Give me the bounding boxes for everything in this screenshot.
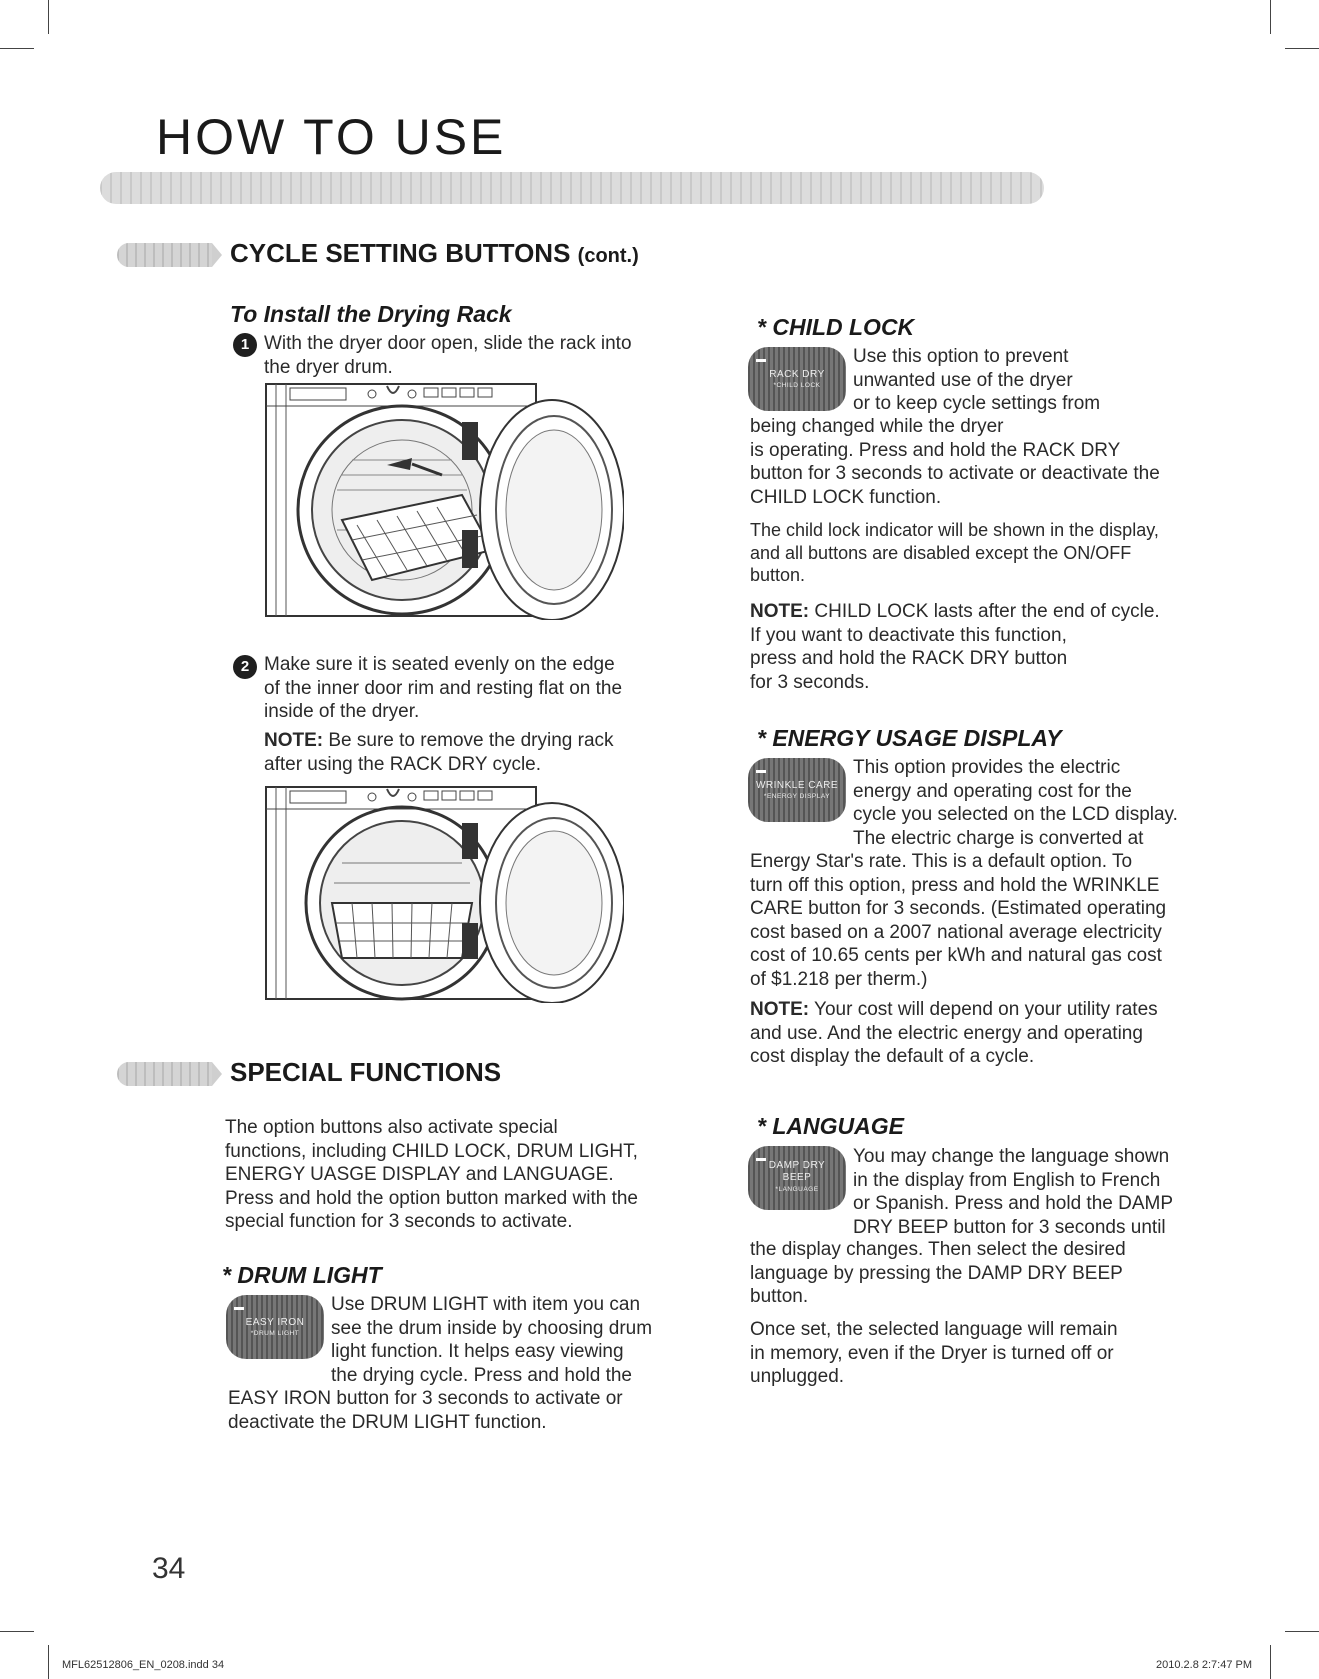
- step-2-badge: 2: [233, 655, 257, 679]
- energy-text-full: Energy Star's rate. This is a default option. To turn off this option, press and hold the WRINKLE CARE button for 3 seconds. (Estimated operating cost based on a 2007 national average electricity cost of 10.65 cents per kWh and natural gas cost of $1.218 per therm.): [750, 851, 1167, 990]
- crop-mark: [0, 48, 34, 49]
- drum-light-text-full: EASY IRON button for 3 seconds to activate or deactivate the DRUM LIGHT function.: [228, 1388, 623, 1433]
- page-title: HOW TO USE: [156, 109, 507, 165]
- crop-mark: [0, 1631, 34, 1632]
- energy-text-short: This option provides the electric energy and operating cost for the cycle you selected on the LCD display. The electric charge is converted at: [853, 757, 1178, 849]
- crop-mark: [48, 1645, 49, 1679]
- crop-mark: [1270, 1645, 1271, 1679]
- easy-iron-button-icon: EASY IRON *DRUM LIGHT: [226, 1295, 324, 1359]
- section-title-special: SPECIAL FUNCTIONS: [230, 1057, 502, 1087]
- child-lock-title: * CHILD LOCK: [757, 314, 915, 340]
- step-1-text: With the dryer door open, slide the rack into the dryer drum.: [264, 333, 632, 378]
- child-lock-note: NOTE: CHILD LOCK lasts after the end of cycle. If you want to deactivate this function, press and hold the RACK DRY button for 3 seconds.: [750, 601, 1160, 693]
- footer-timestamp: 2010.2.8 2:7:47 PM: [1156, 1659, 1253, 1671]
- section-marker: [117, 243, 212, 267]
- language-text-short: You may change the language shown in the display from English to French or Spanish. Press and hold the DAMP DRY BEEP button for 3 seconds until: [853, 1146, 1174, 1238]
- rack-dry-button-icon: RACK DRY *CHILD LOCK: [748, 347, 846, 411]
- crop-mark: [1285, 48, 1319, 49]
- energy-usage-title: * ENERGY USAGE DISPLAY: [757, 725, 1062, 751]
- crop-mark: [48, 0, 49, 34]
- energy-note: NOTE: Your cost will depend on your utility rates and use. And the electric energy and operating cost display the default of a cycle.: [750, 999, 1158, 1067]
- damp-dry-beep-button-icon: DAMP DRY BEEP *LANGUAGE: [748, 1146, 846, 1210]
- drying-rack-note: NOTE: Be sure to remove the drying rack after using the RACK DRY cycle.: [264, 730, 614, 775]
- section-marker: [117, 1062, 212, 1086]
- section-title-cycle: CYCLE SETTING BUTTONS (cont.): [230, 238, 639, 268]
- page-number: 34: [152, 1552, 186, 1585]
- child-lock-indicator-text: The child lock indicator will be shown in the display, and all buttons are disabled except the ON/OFF button.: [750, 520, 1159, 585]
- dryer-rack-seated-illustration: [262, 783, 624, 1003]
- step-1-badge: 1: [233, 333, 257, 357]
- drum-light-text-short: Use DRUM LIGHT with item you can see the drum inside by choosing drum light function. It helps easy viewing the drying cycle. Press and hold the: [331, 1294, 653, 1386]
- crop-mark: [1285, 1631, 1319, 1632]
- crop-mark: [1270, 0, 1271, 34]
- child-lock-text-short: Use this option to prevent unwanted use of the dryer or to keep cycle settings from: [853, 346, 1101, 414]
- dryer-rack-insert-illustration: [262, 380, 624, 620]
- language-memory-text: Once set, the selected language will remain in memory, even if the Dryer is turned off or unplugged.: [750, 1319, 1118, 1387]
- language-text-full: the display changes. Then select the desired language by pressing the DAMP DRY BEEP button.: [750, 1239, 1126, 1307]
- drum-light-title: * DRUM LIGHT: [222, 1262, 382, 1288]
- wrinkle-care-button-icon: WRINKLE CARE *ENERGY DISPLAY: [748, 758, 846, 822]
- child-lock-text-full: being changed while the dryer is operating. Press and hold the RACK DRY button for 3 seconds to activate or deactivate the CHILD LOCK function.: [750, 416, 1160, 508]
- drying-rack-title: To Install the Drying Rack: [230, 301, 512, 327]
- header-bar: [100, 172, 1044, 204]
- step-2-text: Make sure it is seated evenly on the edge of the inner door rim and resting flat on the inside of the dryer.: [264, 654, 623, 722]
- language-title: * LANGUAGE: [757, 1113, 904, 1139]
- special-intro-text: The option buttons also activate special functions, including CHILD LOCK, DRUM LIGHT, ENERGY UASGE DISPLAY and LANGUAGE. Press and hold the option button marked with the special function for 3 seconds to activate.: [225, 1117, 638, 1232]
- footer-file-name: MFL62512806_EN_0208.indd 34: [62, 1659, 225, 1671]
